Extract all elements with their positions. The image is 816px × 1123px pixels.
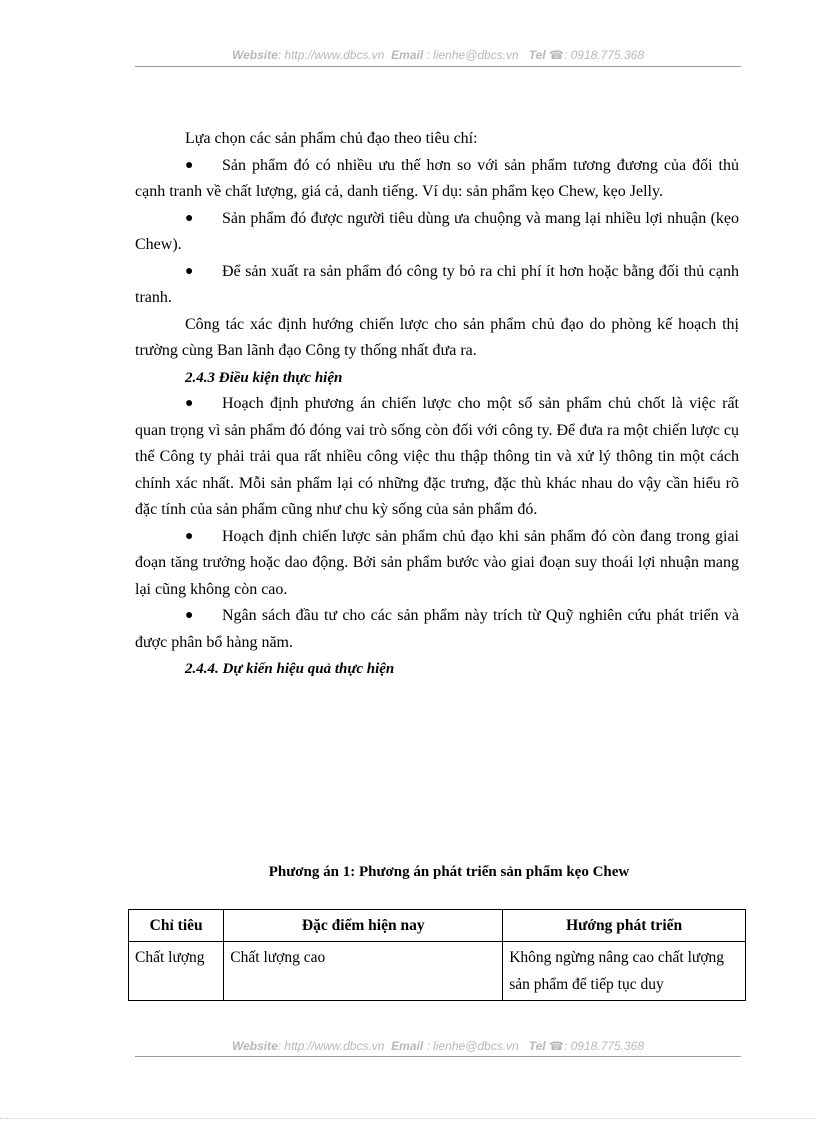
criteria-item: ● Để sản xuất ra sản phẩm đó công ty bỏ ra chi phí ít hơn hoặc bằng đối thủ cạnh tranh. [135, 259, 739, 312]
phone-icon: ☎ [549, 1039, 564, 1053]
criteria-item: ● Sản phẩm đó có nhiều ưu thế hơn so với sản phẩm tương đương của đối thủ cạnh tranh về chất lượng, giá cả, danh tiếng. Ví dụ: sản phẩm kẹo Chew, kẹo Jelly. [135, 153, 739, 206]
email-value[interactable]: : lienhe@dbcs.vn [426, 1039, 519, 1053]
table-cell: Chất lượng cao [224, 942, 503, 1001]
page-header [135, 48, 741, 62]
table-title: Phương án 1: Phương án phát triển sản phẩm kẹo Chew [268, 864, 630, 880]
bullet-icon: ● [185, 210, 194, 226]
footer-divider [135, 1056, 741, 1057]
section-heading-244: 2.4.4. Dự kiến hiệu quả thực hiện [185, 661, 395, 677]
email-label: Email [391, 48, 424, 62]
plan-table [128, 909, 746, 1001]
email-label: Email [391, 1039, 424, 1053]
bullet-icon: ● [185, 157, 194, 173]
table-cell: Chất lượng [129, 942, 224, 1001]
column-header: Chỉ tiêu [129, 910, 224, 942]
condition-item: ● Hoạch định phương án chiến lược cho một số sản phẩm chủ chốt là việc rất quan trọng vì sản phẩm đó đóng vai trò sống còn đối với công ty. Để đưa ra một chiến lược cụ thể Công ty phải trải qua rất nhiều công việc thu thập thông tin và xử lý thông tin một cách chính xác nhất. Mỗi sản phẩm lại có những đặc trưng, đặc thù khác nhau do vậy cần hiểu rõ đặc tính của sản phẩm cũng như chu kỳ sống của sản phẩm đó. [135, 391, 739, 524]
website-label: Website [231, 48, 278, 62]
header-divider [135, 66, 741, 67]
website-label: Website [231, 1039, 278, 1053]
table-cell: Không ngừng nâng cao chất lượng sản phẩm để tiếp tục duy [503, 942, 746, 1001]
condition-item: ● Ngân sách đầu tư cho các sản phẩm này trích từ Quỹ nghiên cứu phát triển và được phân bổ hàng năm. [135, 603, 739, 656]
email-value[interactable]: : lienhe@dbcs.vn [426, 48, 519, 62]
bullet-icon: ● [185, 263, 194, 279]
section-heading-243: 2.4.3 Điều kiện thực hiện [185, 369, 343, 386]
phone-icon: ☎ [549, 48, 564, 62]
direction-paragraph: Công tác xác định hướng chiến lược cho sản phẩm chủ đạo do phòng kế hoạch thị trường cùng Ban lãnh đạo Công ty thống nhất đưa ra. [135, 315, 739, 359]
page-footer [135, 1039, 741, 1053]
criteria-item: ● Sản phẩm đó được người tiêu dùng ưa chuộng và mang lại nhiều lợi nhuận (kẹo Chew). [135, 206, 739, 259]
condition-item: ● Hoạch định chiến lược sản phẩm chủ đạo khi sản phẩm đó còn đang trong giai đoạn tăng trưởng hoặc dao động. Bởi sản phẩm bước vào giai đoạn suy thoái lợi nhuận mang lại cũng không còn cao. [135, 524, 739, 604]
bullet-icon: ● [185, 396, 194, 411]
website-url[interactable]: : http://www.dbcs.vn [277, 1039, 385, 1053]
website-url[interactable]: : http://www.dbcs.vn [277, 48, 385, 62]
column-header: Đặc điểm hiện nay [224, 910, 503, 942]
tel-label: Tel [528, 48, 546, 62]
bullet-icon: ● [185, 528, 194, 544]
tel-value: : 0918.775.368 [563, 48, 645, 62]
page-edge [0, 1118, 816, 1119]
document-body [135, 126, 739, 683]
intro-paragraph: Lựa chọn các sản phẩm chủ đạo theo tiêu chí: [185, 130, 478, 147]
table-header-row [129, 910, 746, 942]
bullet-icon: ● [185, 608, 194, 623]
column-header: Hướng phát triển [503, 910, 746, 942]
tel-value: : 0918.775.368 [563, 1039, 645, 1053]
tel-label: Tel [528, 1039, 546, 1053]
table-row [129, 942, 746, 1001]
